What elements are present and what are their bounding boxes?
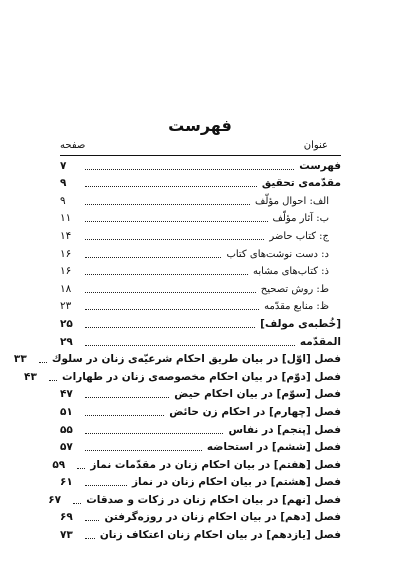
- toc-entry[interactable]: [60, 525, 341, 543]
- toc-entry[interactable]: [60, 332, 341, 350]
- toc-entry-page-number: ۶۷: [48, 493, 62, 506]
- dot-leader: [85, 538, 95, 539]
- toc-entry-title: فصل [هشتم] در بیان احکام زنان در نماز: [131, 476, 341, 489]
- dot-leader: [85, 169, 294, 170]
- dot-leader: [85, 186, 257, 187]
- toc-entry-title: فصل [ششم] در استحاضه: [206, 441, 341, 454]
- toc-entry[interactable]: [60, 473, 341, 491]
- toc-entry-page-number: ۶۱: [60, 476, 73, 489]
- dot-leader: [85, 221, 268, 222]
- toc-entry[interactable]: [60, 385, 341, 403]
- toc-entry[interactable]: [52, 455, 341, 473]
- toc-entry-page-number: ۴۳: [24, 370, 37, 383]
- toc-entry-page-number: ۲۹: [60, 335, 73, 348]
- toc-entry-title: ط: روش تصحیح: [260, 283, 329, 295]
- toc-entry[interactable]: [60, 209, 341, 227]
- toc-entry[interactable]: [60, 438, 341, 456]
- dot-leader: [85, 520, 99, 521]
- toc-entry-page-number: ۱۶: [60, 247, 72, 260]
- toc-entry-page-number: ۹: [60, 194, 66, 207]
- toc-entry-page-number: ۷: [60, 159, 67, 172]
- toc-entry[interactable]: [60, 314, 341, 332]
- toc-entry[interactable]: [48, 490, 341, 508]
- toc-entry-title: فصل [اوّل] در بیان طریق احکام شرعیّه‌ی زنان در سلوك: [51, 353, 341, 366]
- dot-leader: [85, 292, 256, 293]
- toc-entry-title: ج: کتاب حاضر: [269, 230, 329, 242]
- toc-entry[interactable]: [60, 226, 341, 244]
- toc-entry-title: فصل [دهم] در بیان احکام زنان در روزه‌گرفتن: [104, 511, 341, 524]
- toc-entry[interactable]: [60, 191, 341, 209]
- toc-entry[interactable]: [13, 350, 341, 368]
- toc-entry[interactable]: [60, 297, 341, 315]
- toc-entry-title: المقدّمه: [299, 335, 341, 348]
- toc-entry-page-number: ۲۵: [60, 317, 73, 330]
- dot-leader: [85, 274, 248, 275]
- toc-entry-page-number: ۵۱: [60, 405, 73, 418]
- toc-entry[interactable]: [60, 174, 341, 192]
- toc-entry-page-number: ۱۱: [60, 212, 72, 225]
- toc-entry[interactable]: [60, 508, 341, 526]
- dot-leader: [85, 204, 250, 205]
- toc-entry-title: الف: احوال مؤلّف: [255, 195, 329, 207]
- toc-entry-title: فصل [هفتم] در بیان احکام زنان در مقدّمات نماز: [90, 458, 341, 471]
- toc-entry-title: فصل [سوّم] در بیان احکام حیض: [174, 388, 341, 401]
- toc-entry-title: ب: آثار مؤلّف: [272, 213, 329, 225]
- dot-leader: [85, 257, 221, 258]
- dot-leader: [49, 380, 57, 381]
- toc-entry-title: فصل [نهم] در بیان احکام زنان در زکات و صدقات: [86, 493, 341, 506]
- toc-entry-title: فصل [پنجم] در نفاس: [228, 423, 341, 436]
- column-header-page: صفحه: [60, 140, 86, 151]
- dot-leader: [85, 450, 202, 451]
- dot-leader: [73, 503, 81, 504]
- toc-entry-page-number: ۵۹: [52, 458, 66, 471]
- toc-entry-title: د: دست نوشت‌های کتاب: [226, 248, 329, 260]
- toc-entry-title: فهرست: [299, 159, 341, 172]
- dot-leader: [85, 327, 255, 328]
- dot-leader: [85, 345, 295, 346]
- toc-entry-page-number: ۵۵: [60, 423, 73, 436]
- toc-entry-title: فصل [دوّم] در بیان احکام مخصوصه‌ی زنان در طهارات: [62, 370, 341, 383]
- dot-leader: [85, 433, 223, 434]
- toc-entry-page-number: ۹: [60, 177, 67, 190]
- toc-entry-page-number: ۵۷: [60, 441, 73, 454]
- column-header-title: عنوان: [303, 140, 328, 151]
- dot-leader: [85, 309, 259, 310]
- toc-entry-page-number: ۷۳: [60, 529, 73, 542]
- toc-entry-page-number: ۳۳: [13, 353, 27, 366]
- toc-entry-page-number: ۴۷: [60, 388, 73, 401]
- toc-entry-page-number: ۱۸: [60, 282, 72, 295]
- toc-entry-title: فصل [چهارم] در احکام زن حائض: [169, 405, 341, 418]
- toc-list: [13, 156, 341, 543]
- toc-entry-page-number: ۱۶: [60, 265, 72, 278]
- toc-entry-page-number: ۶۹: [60, 511, 73, 524]
- dot-leader: [85, 415, 164, 416]
- toc-entry-title: [خُطبه‌ی مولف]: [260, 317, 341, 330]
- dot-leader: [85, 397, 169, 398]
- dot-leader: [77, 468, 85, 469]
- dot-leader: [39, 362, 47, 363]
- toc-entry-title: مقدّمه‌ی تحقیق: [261, 177, 341, 190]
- toc-entry[interactable]: [60, 402, 341, 420]
- dot-leader: [85, 485, 127, 486]
- toc-entry[interactable]: [24, 367, 341, 385]
- toc-entry[interactable]: [60, 244, 341, 262]
- toc-entry-page-number: ۲۳: [60, 300, 72, 313]
- toc-entry[interactable]: [60, 279, 341, 297]
- dot-leader: [85, 239, 264, 240]
- toc-entry[interactable]: [60, 262, 341, 280]
- toc-entry-page-number: ۱۴: [60, 229, 72, 242]
- toc-entry-title: فصل [یازدهم] در بیان احکام زنان اعتکاف زنان: [99, 529, 341, 542]
- toc-entry-title: ذ: کتاب‌های مشابه: [252, 266, 329, 278]
- toc-entry[interactable]: [60, 420, 341, 438]
- toc-entry[interactable]: [60, 156, 341, 174]
- toc-entry-title: ظ: منابع مقدّمه: [264, 301, 329, 313]
- toc-heading: فهرست: [168, 116, 232, 135]
